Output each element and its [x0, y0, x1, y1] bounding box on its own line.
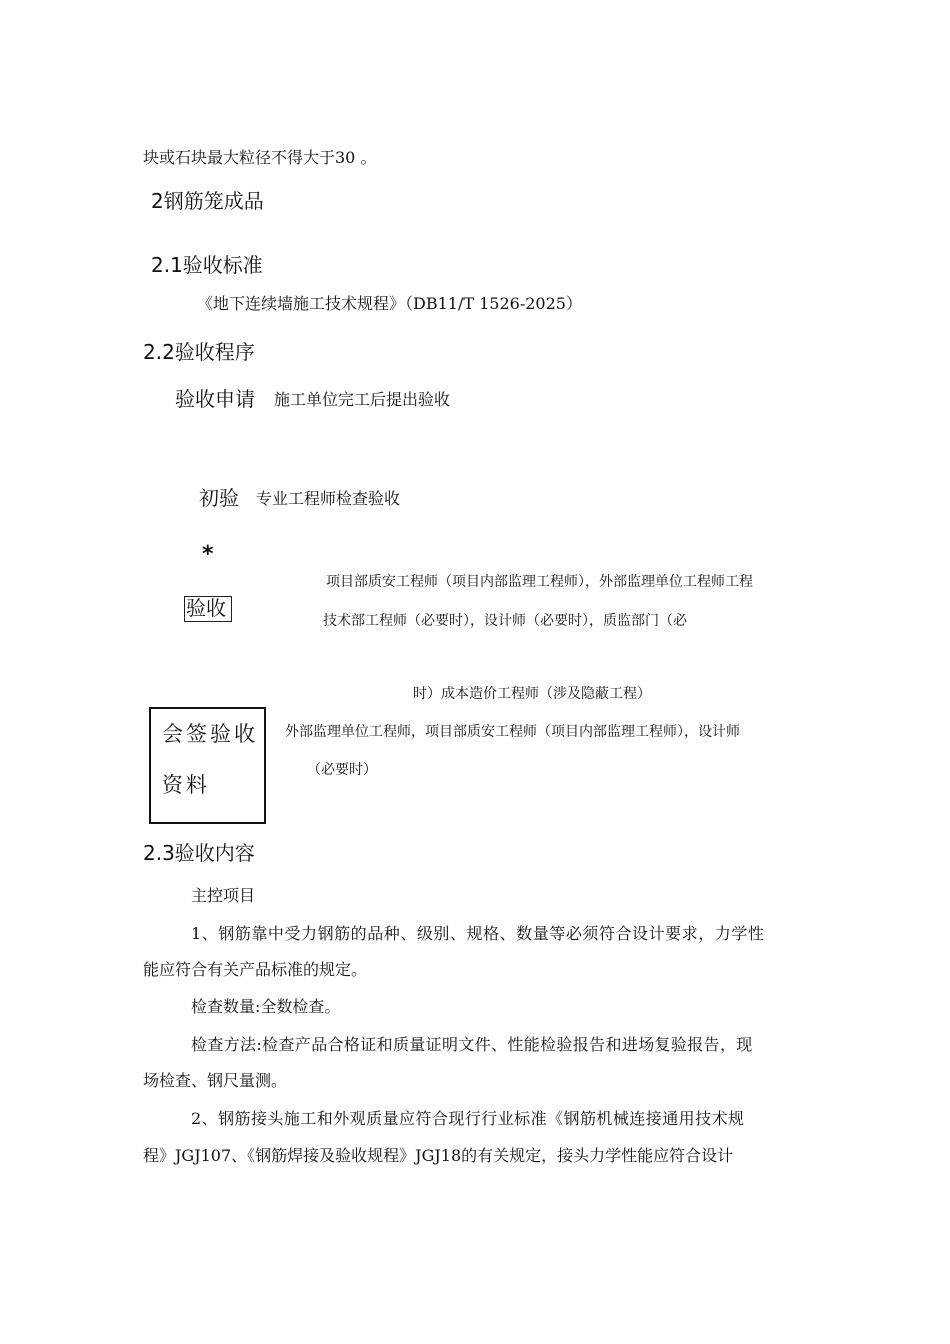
flow-step-countersign-label-2: 资料 [162, 773, 210, 797]
flow-step-acceptance-desc-1: 项目部质安工程师（项目内部监理工程师），外部监理单位工程师工程 [326, 574, 753, 590]
flow-step-acceptance-label: 验收 [186, 596, 226, 620]
paragraph-check-method-line-2: 场检查、钢尺量测。 [143, 1071, 288, 1090]
paragraph-continuation: 块或石块最大粒径不得大于30 。 [143, 148, 377, 167]
section-heading-2-3: 2.3验收内容 [143, 841, 255, 865]
paragraph-1-line-2: 能应符合有关产品标准的规定。 [143, 960, 368, 979]
paragraph-check-quantity: 检查数量:全数检查。 [191, 997, 341, 1016]
paragraph-check-method-line-1: 检查方法:检查产品合格证和质量证明文件、性能检验报告和进场复验报告，现 [191, 1035, 753, 1054]
flow-connector-star: * [202, 542, 214, 567]
section-heading-2-1: 2.1验收标准 [151, 253, 263, 277]
standard-reference: 《地下连续墙施工技术规程》（DB11/T 1526-2025） [197, 294, 582, 313]
flow-step-countersign-label-1: 会签验收 [162, 722, 258, 746]
flow-step-countersign-desc-1: 外部监理单位工程师，项目部质安工程师（项目内部监理工程师），设计师 [285, 724, 740, 740]
flow-step-apply-label: 验收申请 [175, 387, 255, 411]
flow-step-acceptance-desc-3: 时）成本造价工程师（涉及隐蔽工程） [413, 686, 651, 702]
section-heading-2: 2钢筋笼成品 [151, 189, 264, 213]
paragraph-2-line-1: 2、钢筋接头施工和外观质量应符合现行行业标准《钢筋机械连接通用技术规 [191, 1109, 745, 1128]
flow-step-acceptance-desc-2: 技术部工程师（必要时），设计师（必要时），质监部门（必 [323, 613, 687, 629]
subheading-main-items: 主控项目 [191, 886, 256, 905]
flow-step-preliminary-label: 初验 [199, 486, 239, 510]
flow-step-apply-desc: 施工单位完工后提出验收 [274, 390, 451, 409]
paragraph-1-line-1: 1、钢筋靠中受力钢筋的品种、级别、规格、数量等必须符合设计要求，力学性 [191, 924, 765, 943]
section-heading-2-2: 2.2验收程序 [143, 340, 255, 364]
flow-step-preliminary-desc: 专业工程师检查验收 [256, 489, 401, 508]
paragraph-2-line-2: 程》JGJ107、《钢筋焊接及验收规程》JGJ18的有关规定，接头力学性能应符合设计 [143, 1146, 734, 1165]
flow-step-countersign-desc-2: （必要时） [307, 762, 377, 778]
